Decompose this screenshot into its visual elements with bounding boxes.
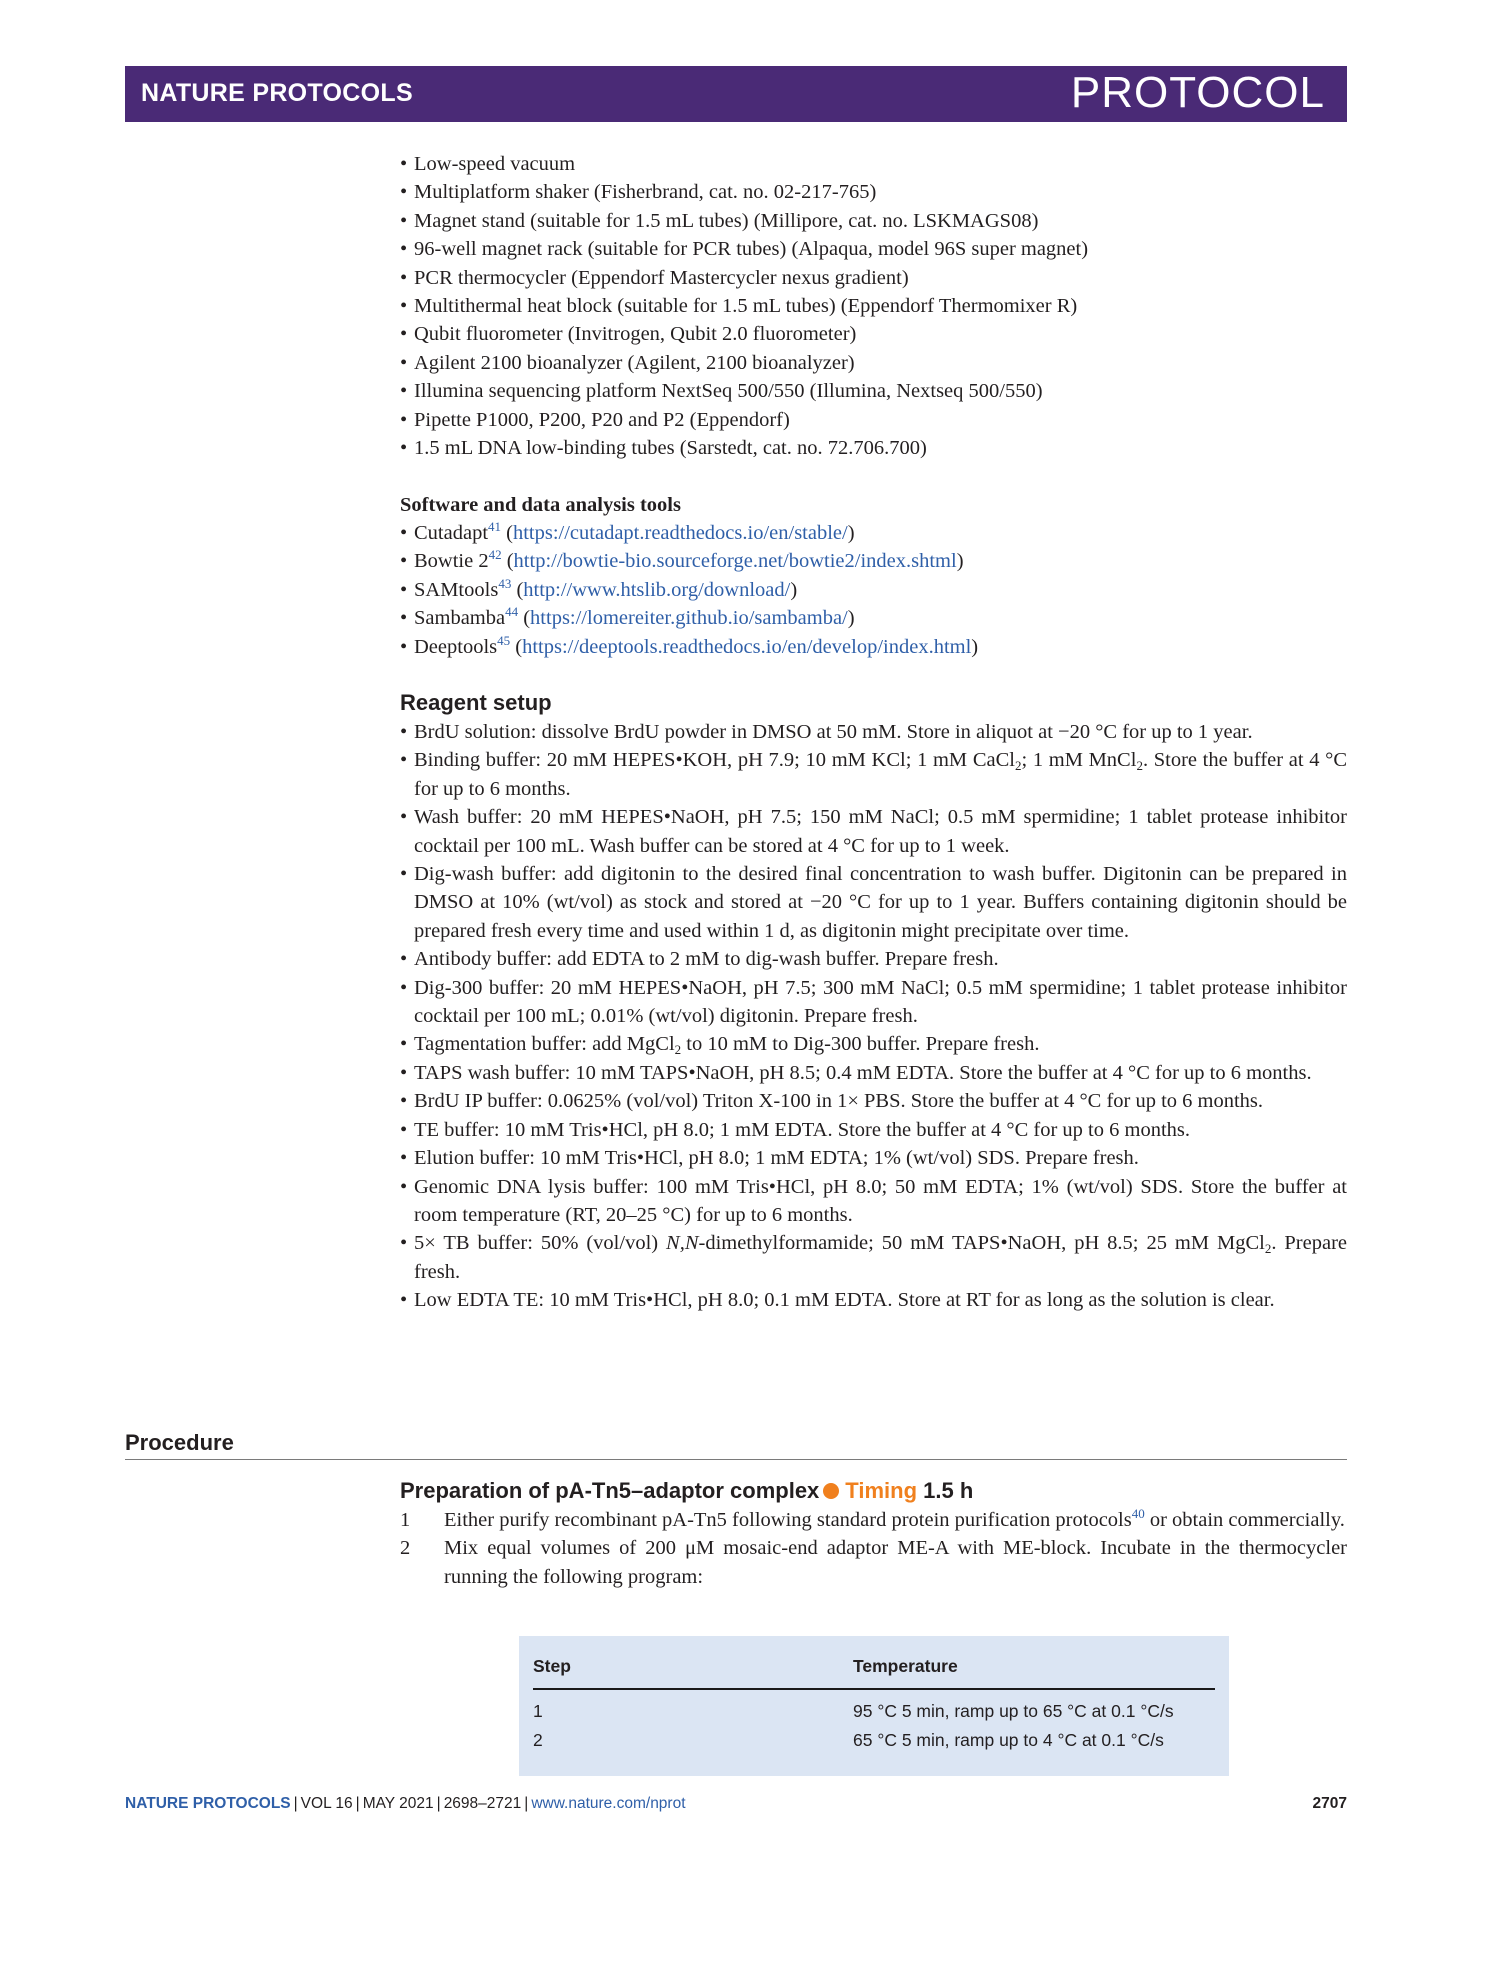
list-item: • Deeptools$^{45}$ (https://deeptools.readthedocs.io/en/develop/index.html) (400, 632, 979, 658)
citation-ref[interactable]: 41 (488, 519, 502, 534)
list-item: • Cutadapt$^{41}$ (https://cutadapt.readthedocs.io/en/stable/) (400, 519, 855, 544)
journal-name: NATURE PROTOCOLS (141, 79, 413, 107)
list-item: • BrdU solution: dissolve BrdU powder in DMSO at 50 mM. Store in aliquot at −20 °C for up to 1 year. (400, 721, 1253, 743)
procedure-steps (400, 1506, 1347, 1591)
timing-dot-icon (823, 1483, 839, 1499)
list-item: • Dig-wash buffer: add digitonin to the desired final concentration to wash buffer. Digitonin can be prepared in DMSO at 10% (wt/vol) as stock and stored at −20 °C for up to 1 year. Buffers containing digitonin should be prepared fresh every time and used within 1 d, as digitonin might precipitate over time. (400, 863, 1347, 942)
table-cell: 65 °C 5 min, ramp up to 4 °C at 0.1 °C/s (853, 1730, 1164, 1750)
list-item: • Multiplatform shaker (Fisherbrand, cat. no. 02-217-765) (400, 181, 877, 204)
reagent-heading: Reagent setup (400, 690, 552, 715)
article-type: PROTOCOL (1070, 68, 1325, 117)
footer-volume: VOL 16 (300, 1795, 353, 1812)
software-section (400, 491, 1347, 661)
page-footer: NATURE PROTOCOLS | VOL 16 | MAY 2021 | 2698–2721 | www.nature.com/nprot 2707 (125, 1795, 1347, 1812)
list-item: • Sambamba$^{44}$ (https://lomereiter.github.io/sambamba/) (400, 604, 855, 630)
list-item: • Antibody buffer: add EDTA to 2 mM to dig-wash buffer. Prepare fresh. (400, 948, 999, 971)
reagent-section (400, 688, 1347, 1315)
equipment-list (400, 150, 1347, 462)
procedure-step: 2 Mix equal volumes of 200 μM mosaic-end adaptor ME-A with ME-block. Incubate in the thermocycler running the following program: (400, 1537, 1347, 1588)
page-number: 2707 (1312, 1795, 1347, 1812)
footer-journal: NATURE PROTOCOLS (125, 1795, 291, 1812)
table-header-temperature: Temperature (853, 1656, 958, 1676)
citation-ref[interactable]: 44 (505, 604, 519, 620)
list-item: • Low EDTA TE: 10 mM Tris•HCl, pH 8.0; 0.1 mM EDTA. Store at RT for as long as the solution is clear. (400, 1289, 1275, 1312)
list-item: • PCR thermocycler (Eppendorf Mastercycler nexus gradient) (400, 266, 909, 289)
list-item: • 1.5 mL DNA low-binding tubes (Sarstedt, cat. no. 72.706.700) (400, 437, 927, 460)
list-item: • 96-well magnet rack (suitable for PCR tubes) (Alpaqua, model 96S super magnet) (400, 238, 1089, 261)
software-link[interactable]: https://deeptools.readthedocs.io/en/develop/index.html (522, 635, 972, 658)
list-item: • TAPS wash buffer: 10 mM TAPS•NaOH, pH 8.5; 0.4 mM EDTA. Store the buffer at 4 °C for up to 6 months. (400, 1061, 1312, 1084)
citation-ref[interactable]: 42 (488, 547, 502, 563)
reagent-list (400, 718, 1347, 1315)
procedure-subheading: Preparation of pA-Tn5–adaptor complex Timing 1.5 h (400, 1478, 974, 1503)
footer-url-link[interactable]: www.nature.com/nprot (531, 1795, 686, 1812)
procedure-step: 1 Either purify recombinant pA-Tn5 following standard protein purification protocols$^{40}$ or obtain commercially. (400, 1506, 1345, 1531)
table-cell: 95 °C 5 min, ramp up to 65 °C at 0.1 °C/s (853, 1701, 1174, 1721)
list-item: • Agilent 2100 bioanalyzer (Agilent, 2100 bioanalyzer) (400, 351, 855, 374)
footer-pages: 2698–2721 (443, 1795, 522, 1812)
procedure-heading: Procedure (125, 1430, 1347, 1460)
list-item: • 5× TB buffer: 50% (vol/vol) N,N-dimethylformamide; 50 mM TAPS•NaOH, pH 8.5; 25 mM MgCl$_2$. Prepare fresh. (400, 1232, 1348, 1283)
list-item: • Elution buffer: 10 mM Tris•HCl, pH 8.0; 1 mM EDTA; 1% (wt/vol) SDS. Prepare fresh. (400, 1147, 1139, 1170)
software-link[interactable]: http://www.htslib.org/download/ (523, 578, 791, 601)
table-header-rule (533, 1688, 1215, 1690)
journal-header-bar (125, 66, 1347, 122)
list-item: • Multithermal heat block (suitable for 1.5 mL tubes) (Eppendorf Thermomixer R) (400, 295, 1078, 318)
software-link[interactable]: https://lomereiter.github.io/sambamba/ (530, 607, 848, 630)
citation-ref[interactable]: 45 (497, 632, 511, 648)
list-item: • TE buffer: 10 mM Tris•HCl, pH 8.0; 1 mM EDTA. Store the buffer at 4 °C for up to 6 months. (400, 1118, 1190, 1141)
table-cell: 2 (533, 1730, 543, 1750)
timing-value: 1.5 h (923, 1478, 974, 1503)
procedure-section (400, 1476, 1347, 1591)
thermocycler-program-table (519, 1636, 1229, 1776)
citation-ref[interactable]: 43 (498, 575, 512, 591)
list-item: • Low-speed vacuum (400, 153, 576, 175)
software-list (400, 519, 1347, 661)
table-header-step: Step (533, 1656, 571, 1676)
list-item: • Dig-300 buffer: 20 mM HEPES•NaOH, pH 7.5; 300 mM NaCl; 0.5 mM spermidine; 1 tablet protease inhibitor cocktail per 100 mL; 0.01% (wt/vol) digitonin. Prepare fresh. (400, 976, 1347, 1028)
list-item: • Genomic DNA lysis buffer: 100 mM Tris•HCl, pH 8.0; 50 mM EDTA; 1% (wt/vol) SDS. Store the buffer at room temperature (RT, 20–25 °C) for up to 6 months. (400, 1175, 1347, 1226)
software-link[interactable]: http://bowtie-bio.sourceforge.net/bowtie2/index.shtml (513, 550, 957, 573)
table-cell: 1 (533, 1701, 543, 1721)
list-item: • Tagmentation buffer: add MgCl$_2$ to 10 mM to Dig-300 buffer. Prepare fresh. (400, 1033, 1040, 1058)
list-item: • Illumina sequencing platform NextSeq 500/550 (Illumina, Nextseq 500/550) (400, 380, 1043, 403)
list-item: • Binding buffer: 20 mM HEPES•KOH, pH 7.9; 10 mM KCl; 1 mM CaCl$_2$; 1 mM MnCl$_2$. Store the buffer at 4 °C for up to 6 months. (400, 749, 1347, 800)
list-item: • BrdU IP buffer: 0.0625% (vol/vol) Triton X-100 in 1× PBS. Store the buffer at 4 °C for up to 6 months. (400, 1090, 1264, 1113)
timing-label: Timing (845, 1478, 918, 1503)
list-item: • Qubit fluorometer (Invitrogen, Qubit 2.0 fluorometer) (400, 323, 857, 346)
list-item: • SAMtools$^{43}$ (http://www.htslib.org/download/) (400, 575, 798, 601)
list-item: • Bowtie 2$^{42}$ (http://bowtie-bio.sourceforge.net/bowtie2/index.shtml) (400, 547, 964, 573)
equipment-section (400, 150, 1347, 462)
software-link[interactable]: https://cutadapt.readthedocs.io/en/stable/ (512, 522, 848, 544)
list-item: • Pipette P1000, P200, P20 and P2 (Eppendorf) (400, 408, 790, 431)
list-item: • Wash buffer: 20 mM HEPES•NaOH, pH 7.5; 150 mM NaCl; 0.5 mM spermidine; 1 tablet protease inhibitor cocktail per 100 mL. Wash buffer can be stored at 4 °C for up to 1 week. (400, 806, 1347, 857)
footer-date: MAY 2021 (362, 1795, 434, 1812)
citation-ref[interactable]: 40 (1131, 1506, 1145, 1521)
list-item: • Magnet stand (suitable for 1.5 mL tubes) (Millipore, cat. no. LSKMAGS08) (400, 209, 1039, 232)
software-heading: Software and data analysis tools (400, 494, 681, 516)
